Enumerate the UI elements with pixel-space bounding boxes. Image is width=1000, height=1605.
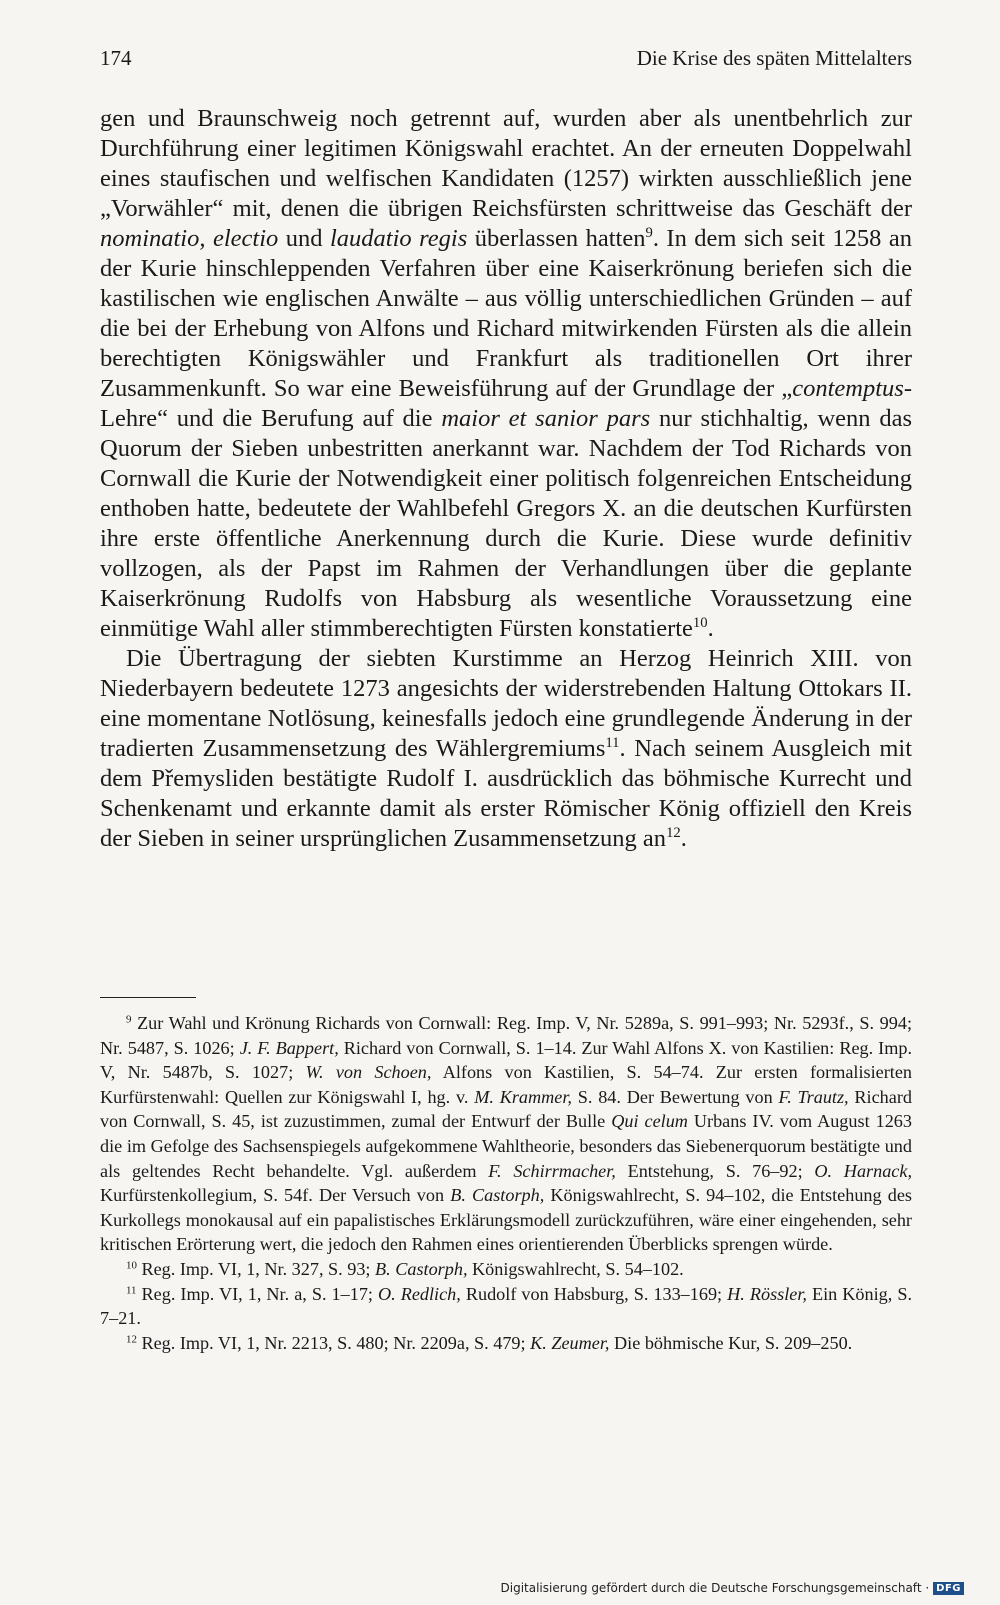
- body-paragraph: [100, 104, 912, 644]
- text-run: und: [278, 225, 330, 252]
- text-run: Die Übertragung der siebten Kurstimme an Herzog Heinrich XIII. von Niederbayern bedeutete 1273 angesichts der widerstrebenden Haltung Ottokars II. eine momentane Notlösung, keinesfalls jedoch eine grundlegende Änderung in der tradierten Zusammensetzung des Wählergremiums: [100, 645, 912, 762]
- text-run: gen und Braunschweig noch getrennt auf, wurden aber als unentbehrlich zur Durchführung einer legitimen Königswahl erachtet. An der erneuten Doppelwahl eines staufischen und welfischen Kandidaten (1257) wirkten ausschließlich jene „Vorwähler“ mit, denen die übrigen Reichsfürsten schrittweise das Geschäft der: [100, 105, 912, 222]
- note-reference: 10: [692, 615, 708, 632]
- text-run: Ein König, S. 7–21.: [100, 1283, 913, 1329]
- text-run: Reg. Imp. VI, 1, Nr. a, S. 1–17;: [136, 1283, 379, 1304]
- text-run: nur stichhaltig, wenn das Quorum der Sieben unbestritten anerkannt war. Nachdem der Tod Richards von Cornwall die Kurie der Notwendigkeit einer politisch folgenreichen Entscheidung enthoben hatte, bedeutete der Wahlbefehl Gregors X. an die deutschen Kurfürsten ihre erste öffentliche Anerkennung durch die Kurie. Diese wurde definitiv vollzogen, als der Papst im Rahmen der Verhandlungen über die geplante Kaiserkrönung Rudolfs von Habsburg als wesentliche Voraussetzung eine einmütige Wahl aller stimmberechtigten Fürsten konstatierte: [100, 405, 912, 642]
- text-run: Zur Wahl und Krönung Richards von Cornwall: Reg. Imp. V, Nr. 5289a, S. 991–993; Nr. 5293f., S. 994; Nr. 5487, S. 1026;: [100, 1013, 912, 1058]
- note-reference: 9: [126, 1013, 132, 1026]
- page-number: 174: [100, 46, 132, 70]
- text-run: S. 84. Der Bewertung von: [571, 1086, 779, 1107]
- text-run: . In dem sich seit 1258 an der Kurie hinschleppenden Verfahren über eine Kaiserkrönung beriefen sich die kastilischen wie englischen Anwälte – aus völlig unterschiedlichen Gründen – auf die bei der Erhebung von Alfons und Richard mitwirkenden Fürsten als die allein berechtigten Königswähler und Frankfurt als traditionellen Ort ihrer Zusammenkunft. So war eine Beweisführung auf der Grundlage der „: [100, 225, 913, 402]
- note-reference: 11: [605, 735, 620, 752]
- italic-run: K. Zeumer,: [530, 1332, 610, 1353]
- text-run: Rudolf von Habsburg, S. 133–169;: [460, 1283, 728, 1304]
- italic-run: nominatio, electio: [100, 225, 279, 252]
- italic-run: M. Krammer,: [474, 1086, 572, 1107]
- text-run: Richard von Cornwall, S. 1–14. Zur Wahl Alfons X. von Kastilien: Reg. Imp. V, Nr. 5487b, S. 1027;: [100, 1037, 912, 1083]
- text-run: Reg. Imp. VI, 1, Nr. 327, S. 93;: [136, 1258, 376, 1279]
- text-run: Die böhmische Kur, S. 209–250.: [609, 1332, 853, 1353]
- footnotes: [100, 1011, 912, 1355]
- note-reference: 12: [666, 825, 681, 842]
- italic-run: laudatio regis: [329, 225, 468, 252]
- italic-run: Qui celum: [611, 1111, 688, 1132]
- digitization-credit: [501, 1581, 964, 1595]
- text-run: Königswahlrecht, S. 94–102, die Entstehung des Kurkollegs monokausal auf ein papalistisches Erklärungsmodell zurückzuführen, wäre einer eingehenden, sehr kritischen Erörterung wert, die jedoch den Rahmen eines orientierenden Überblicks sprengen würde.: [100, 1185, 912, 1255]
- footnote-11: [100, 1282, 912, 1331]
- italic-run: O. Redlich,: [378, 1283, 461, 1304]
- footnote-9: [100, 1011, 912, 1257]
- note-reference: 10: [126, 1259, 137, 1272]
- italic-run: O. Harnack,: [814, 1160, 912, 1181]
- running-header: [100, 46, 912, 78]
- footnote-12: [100, 1331, 912, 1356]
- credit-text: Digitalisierung gefördert durch die Deutsche Forschungsgemeinschaft ·: [500, 1581, 930, 1595]
- text-run: Alfons von Kastilien, S. 54–74. Zur ersten formalisierten Kurfürstenwahl: Quellen zur Königswahl I, hg. v.: [100, 1062, 913, 1107]
- italic-run: W. von Schoen,: [305, 1062, 432, 1083]
- note-reference: 11: [126, 1283, 137, 1296]
- text-run: Entstehung, S. 76–92;: [615, 1160, 815, 1181]
- dfg-logo: DFG: [933, 1582, 964, 1595]
- italic-run: maior et sanior pars: [441, 405, 651, 432]
- text-run: Urbans IV. vom August 1263 die im Gefolge des Sachsenspiegels aufgekommene Wahltheorie, besonders das Siebenerquorum bestätigte und als geltendes Recht behandelte. Vgl. außerdem: [100, 1111, 912, 1181]
- body-paragraph: [100, 644, 912, 854]
- text-run: Reg. Imp. VI, 1, Nr. 2213, S. 480; Nr. 2209a, S. 479;: [136, 1332, 531, 1353]
- text-run: . Nach seinem Ausgleich mit dem Přemysliden bestätigte Rudolf I. ausdrücklich das böhmische Kurrecht und Schenkenamt und erkannte damit als erster Römischer König offiziell den Kreis der Sieben in seiner ursprünglichen Zusammensetzung an: [100, 735, 913, 852]
- note-reference: 12: [126, 1333, 137, 1346]
- italic-run: F. Schirrmacher,: [488, 1160, 616, 1181]
- note-reference: 9: [645, 225, 653, 242]
- text-run: Kurfürstenkollegium, S. 54f. Der Versuch von: [100, 1185, 451, 1206]
- text-run: .: [680, 825, 687, 852]
- italic-run: H. Rössler,: [727, 1283, 807, 1304]
- text-run: .: [707, 615, 714, 642]
- footnote-10: [100, 1257, 912, 1282]
- footnote-separator: [100, 997, 196, 998]
- text-run: -Lehre“ und die Berufung auf die: [100, 375, 912, 432]
- italic-run: contemptus: [792, 375, 904, 402]
- italic-run: B. Castorph,: [375, 1258, 468, 1279]
- italic-run: F. Trautz,: [778, 1086, 849, 1107]
- text-run: Königswahlrecht, S. 54–102.: [467, 1258, 684, 1279]
- running-title: Die Krise des späten Mittelalters: [636, 46, 912, 70]
- text-run: Richard von Cornwall, S. 45, ist zuzustimmen, zumal der Entwurf der Bulle: [100, 1086, 912, 1132]
- italic-run: J. F. Bappert,: [239, 1037, 339, 1058]
- text-run: überlassen hatten: [467, 225, 646, 252]
- italic-run: B. Castorph,: [450, 1185, 545, 1206]
- main-text: [100, 104, 912, 854]
